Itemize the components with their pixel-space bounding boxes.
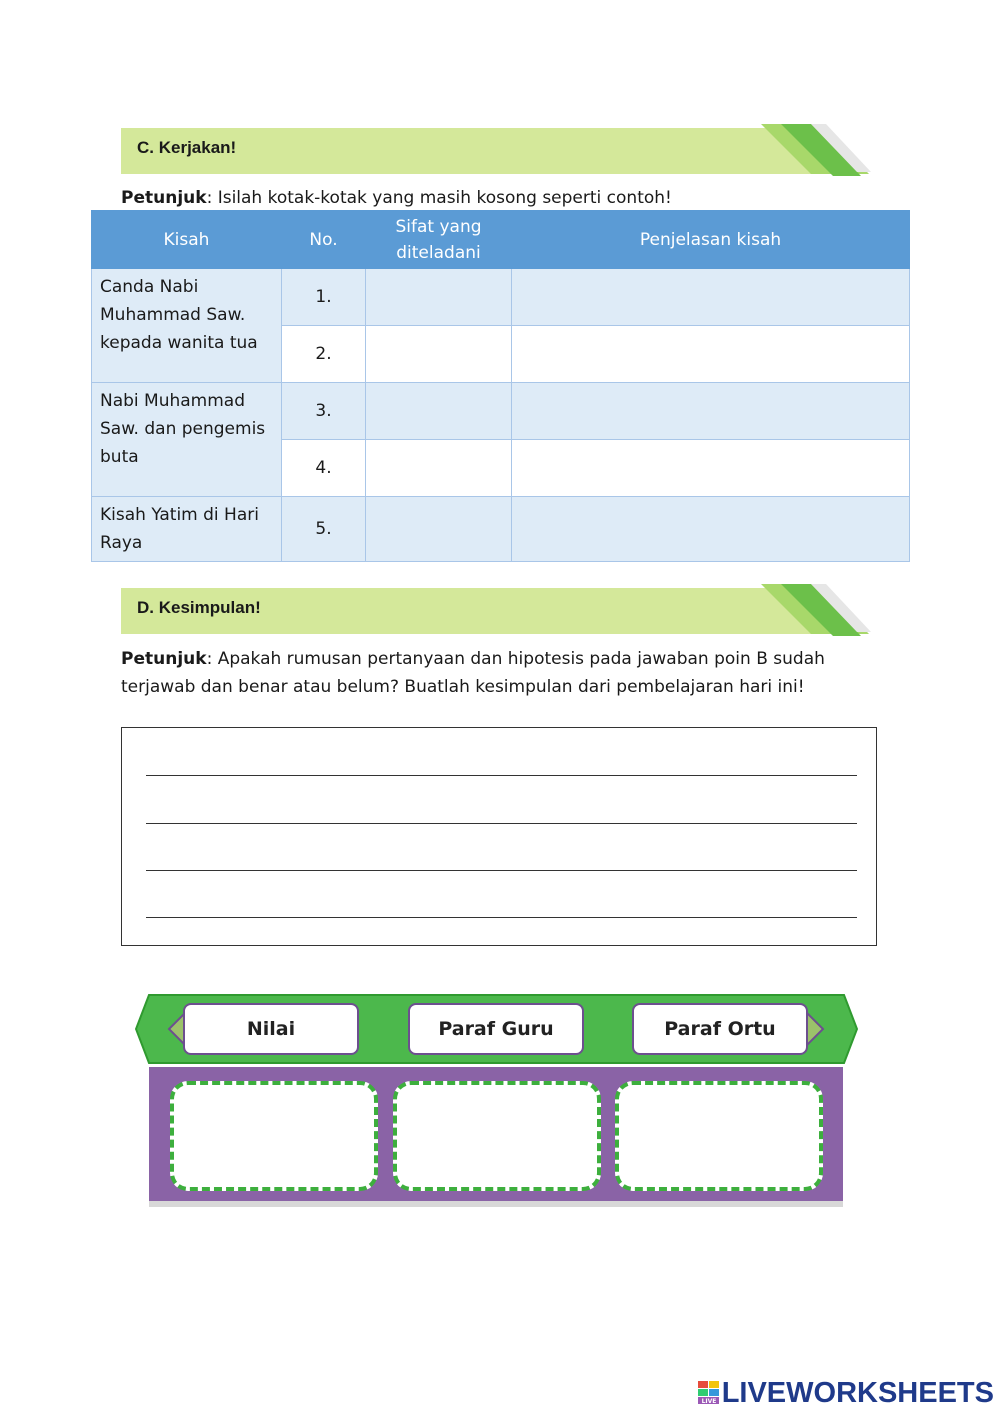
header-kisah: Kisah xyxy=(92,211,282,269)
story-cell: Kisah Yatim di Hari Raya xyxy=(92,497,282,562)
nilai-input-box[interactable] xyxy=(170,1081,378,1191)
paraf-guru-input-box[interactable] xyxy=(393,1081,601,1191)
penjelasan-input-cell[interactable] xyxy=(512,440,910,497)
writing-line xyxy=(146,823,857,824)
section-d-title: D. Kesimpulan! xyxy=(137,598,261,617)
sifat-input-cell[interactable] xyxy=(366,383,512,440)
row-number: 3. xyxy=(282,383,366,440)
paraf-ortu-label: Paraf Ortu xyxy=(632,1003,808,1055)
penjelasan-input-cell[interactable] xyxy=(512,497,910,562)
sifat-input-cell[interactable] xyxy=(366,326,512,383)
sifat-input-cell[interactable] xyxy=(366,269,512,326)
sifat-input-cell[interactable] xyxy=(366,497,512,562)
table-row xyxy=(92,383,910,440)
sifat-input-cell[interactable] xyxy=(366,440,512,497)
instruction-label: Petunjuk xyxy=(121,188,207,208)
section-c-title: C. Kerjakan! xyxy=(137,138,237,157)
table-row xyxy=(92,497,910,562)
liveworksheets-logo xyxy=(698,1376,994,1410)
row-number: 4. xyxy=(282,440,366,497)
story-cell: Canda Nabi Muhammad Saw. kepada wanita tua xyxy=(92,269,282,383)
score-panel xyxy=(135,993,858,1211)
section-c-banner xyxy=(121,124,871,174)
nilai-label: Nilai xyxy=(183,1003,359,1055)
section-d-banner xyxy=(121,584,871,634)
table-header-row xyxy=(92,211,910,269)
table-row xyxy=(92,269,910,326)
instruction-text: : Apakah rumusan pertanyaan dan hipotesis pada jawaban poin B sudah terjawab dan benar atau belum? Buatlah kesimpulan dari pembelajaran hari ini! xyxy=(121,649,825,697)
penjelasan-input-cell[interactable] xyxy=(512,383,910,440)
header-penjelasan: Penjelasan kisah xyxy=(512,211,910,269)
row-number: 2. xyxy=(282,326,366,383)
conclusion-answer-box[interactable] xyxy=(121,727,877,946)
brand-name: LIVEWORKSHEETS xyxy=(721,1376,994,1409)
row-number: 1. xyxy=(282,269,366,326)
header-sifat: Sifat yang diteladani xyxy=(366,211,512,269)
paraf-guru-label: Paraf Guru xyxy=(408,1003,584,1055)
row-number: 5. xyxy=(282,497,366,562)
section-d-instruction xyxy=(121,645,871,701)
penjelasan-input-cell[interactable] xyxy=(512,326,910,383)
penjelasan-input-cell[interactable] xyxy=(512,269,910,326)
live-badge-text: LIVE xyxy=(701,1398,717,1405)
story-cell: Nabi Muhammad Saw. dan pengemis buta xyxy=(92,383,282,497)
header-no: No. xyxy=(282,211,366,269)
instruction-text: : Isilah kotak-kotak yang masih kosong seperti contoh! xyxy=(206,188,672,208)
paraf-ortu-input-box[interactable] xyxy=(615,1081,823,1191)
writing-line xyxy=(146,775,857,776)
writing-line xyxy=(146,870,857,871)
writing-line xyxy=(146,917,857,918)
story-table xyxy=(91,210,910,562)
live-badge-icon xyxy=(698,1381,720,1405)
instruction-label: Petunjuk xyxy=(121,649,207,669)
section-c-instruction xyxy=(121,184,672,212)
